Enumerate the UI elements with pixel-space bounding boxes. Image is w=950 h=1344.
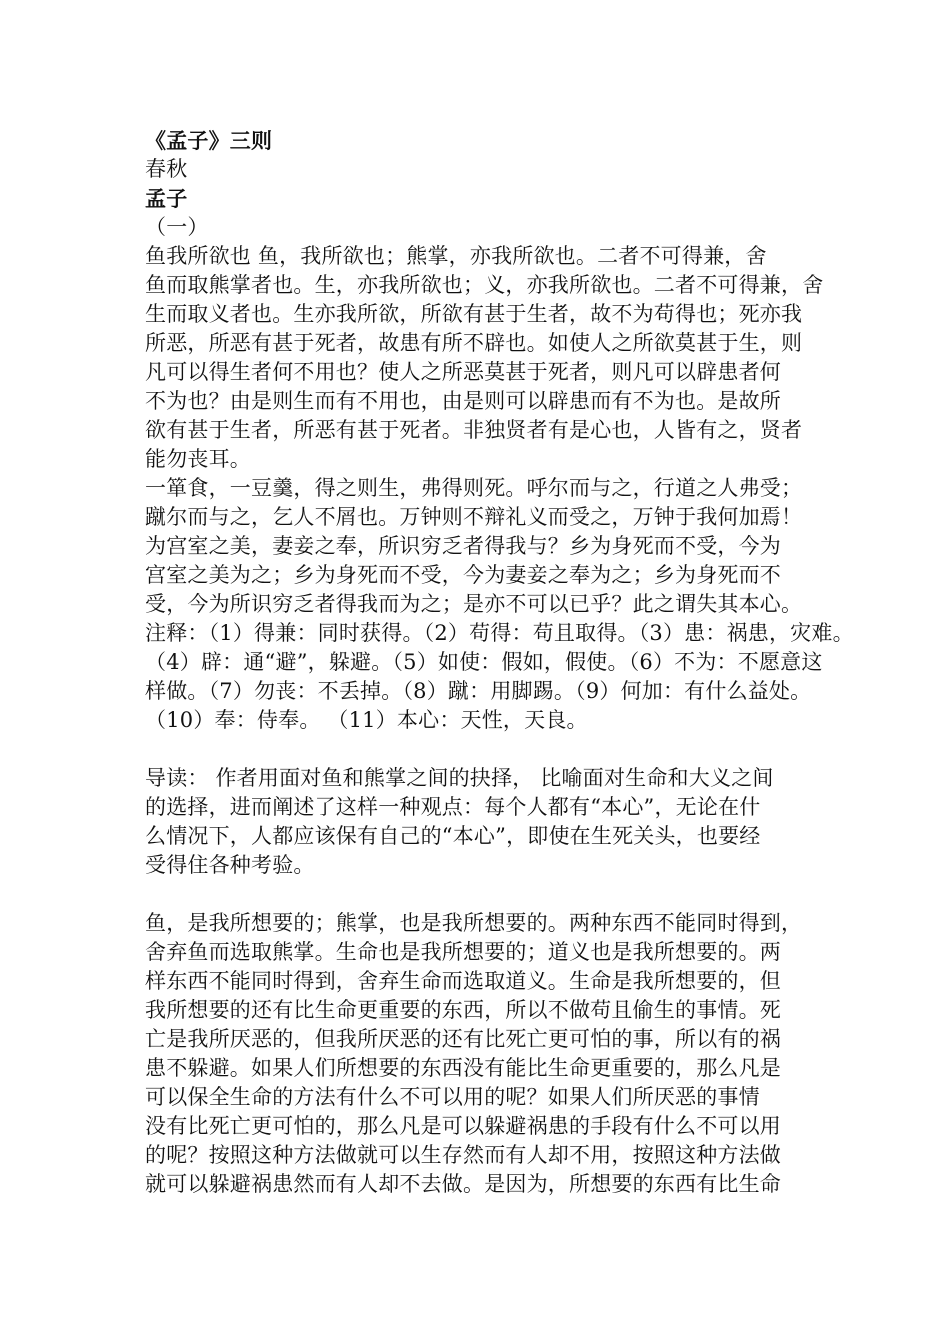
era-label: 春秋 bbox=[145, 157, 188, 181]
passage-text bbox=[145, 242, 824, 619]
passage-line: 为宫室之美，妻妾之奉，所识穷乏者得我与？乡为身死而不受，今为 bbox=[145, 534, 781, 558]
notes-line: 样做。（7）勿丧：不丢掉。（8）蹴：用脚踢。（9）何加：有什么益处。 bbox=[145, 679, 812, 703]
notes-line: （4）辟：通“避”，躲避。（5）如使：假如，假使。（6）不为：不愿意这 bbox=[145, 650, 823, 674]
translation-line: 亡是我所厌恶的，但我所厌恶的还有比死亡更可怕的事，所以有的祸 bbox=[145, 1027, 781, 1051]
notes-line: （10）奉：侍奉。 （11）本心：天性，天良。 bbox=[145, 708, 588, 732]
passage-line: 凡可以得生者何不用也？使人之所恶莫甚于死者，则凡可以辟患者何 bbox=[145, 360, 781, 384]
translation-line: 患不躲避。如果人们所想要的东西没有能比生命更重要的，那么凡是 bbox=[145, 1056, 781, 1080]
passage-line: 受，今为所识穷乏者得我而为之；是亦不可以已乎？此之谓失其本心。 bbox=[145, 592, 803, 616]
passage-line: 不为也？由是则生而有不用也，由是则可以辟患而有不为也。是故所 bbox=[145, 389, 781, 413]
passage-line: 所恶，所恶有甚于死者，故患有所不辟也。如使人之所欲莫甚于生，则 bbox=[145, 331, 803, 355]
passage-line: 宫室之美为之；乡为身死而不受，今为妻妾之奉为之；乡为身死而不 bbox=[145, 563, 781, 587]
passage-line: 欲有甚于生者，所恶有甚于死者。非独贤者有是心也，人皆有之，贤者 bbox=[145, 418, 803, 442]
guide-line: 受得住各种考验。 bbox=[145, 853, 315, 877]
translation-line: 就可以躲避祸患然而有人却不去做。是因为，所想要的东西有比生命 bbox=[145, 1172, 781, 1196]
translation-line: 我所想要的还有比生命更重要的东西，所以不做苟且偷生的事情。死 bbox=[145, 998, 781, 1022]
document-page bbox=[145, 126, 854, 1199]
passage-line: 能勿丧耳。 bbox=[145, 447, 251, 471]
notes-line: 注释：（1）得兼：同时获得。（2）苟得：苟且取得。（3）患：祸患，灾难。 bbox=[145, 621, 854, 645]
translation-line: 样东西不能同时得到，舍弃生命而选取道义。生命是我所想要的，但 bbox=[145, 969, 781, 993]
passage-line: 鱼而取熊掌者也。生，亦我所欲也；义，亦我所欲也。二者不可得兼，舍 bbox=[145, 273, 824, 297]
document-title: 《孟子》三则 bbox=[145, 128, 273, 153]
translation-line: 的呢？按照这种方法做就可以生存然而有人却不用，按照这种方法做 bbox=[145, 1143, 781, 1167]
blank-line bbox=[145, 735, 813, 764]
translation-line: 鱼，是我所想要的；熊掌，也是我所想要的。两种东西不能同时得到， bbox=[145, 911, 803, 935]
translation-section bbox=[145, 909, 813, 1199]
notes-section bbox=[145, 619, 854, 735]
guide-line: 导读： 作者用面对鱼和熊掌之间的抉择， 比喻面对生命和大义之间 bbox=[145, 766, 774, 790]
passage-line: 一箪食，一豆羹，得之则生，弗得则死。呼尔而与之，行道之人弗受； bbox=[145, 476, 803, 500]
author-name: 孟子 bbox=[145, 186, 188, 211]
translation-line: 舍弃鱼而选取熊掌。生命也是我所想要的；道义也是我所想要的。两 bbox=[145, 940, 781, 964]
guide-line: 么情况下，人都应该保有自己的“本心”，即使在生死关头，也要经 bbox=[145, 824, 761, 848]
passage-line: 生而取义者也。生亦我所欲，所欲有甚于生者，故不为苟得也；死亦我 bbox=[145, 302, 803, 326]
section-label: （一） bbox=[145, 215, 209, 239]
translation-line: 没有比死亡更可怕的，那么凡是可以躲避祸患的手段有什么不可以用 bbox=[145, 1114, 781, 1138]
blank-line bbox=[145, 880, 813, 909]
translation-line: 可以保全生命的方法有什么不可以用的呢？如果人们所厌恶的事情 bbox=[145, 1085, 760, 1109]
guide-line: 的选择，进而阐述了这样一种观点：每个人都有“本心”，无论在什 bbox=[145, 795, 761, 819]
guide-section bbox=[145, 764, 813, 880]
passage-line: 鱼我所欲也 鱼，我所欲也；熊掌，亦我所欲也。二者不可得兼，舍 bbox=[145, 244, 767, 268]
passage-line: 蹴尔而与之，乞人不屑也。万钟则不辩礼义而受之，万钟于我何加焉！ bbox=[145, 505, 803, 529]
